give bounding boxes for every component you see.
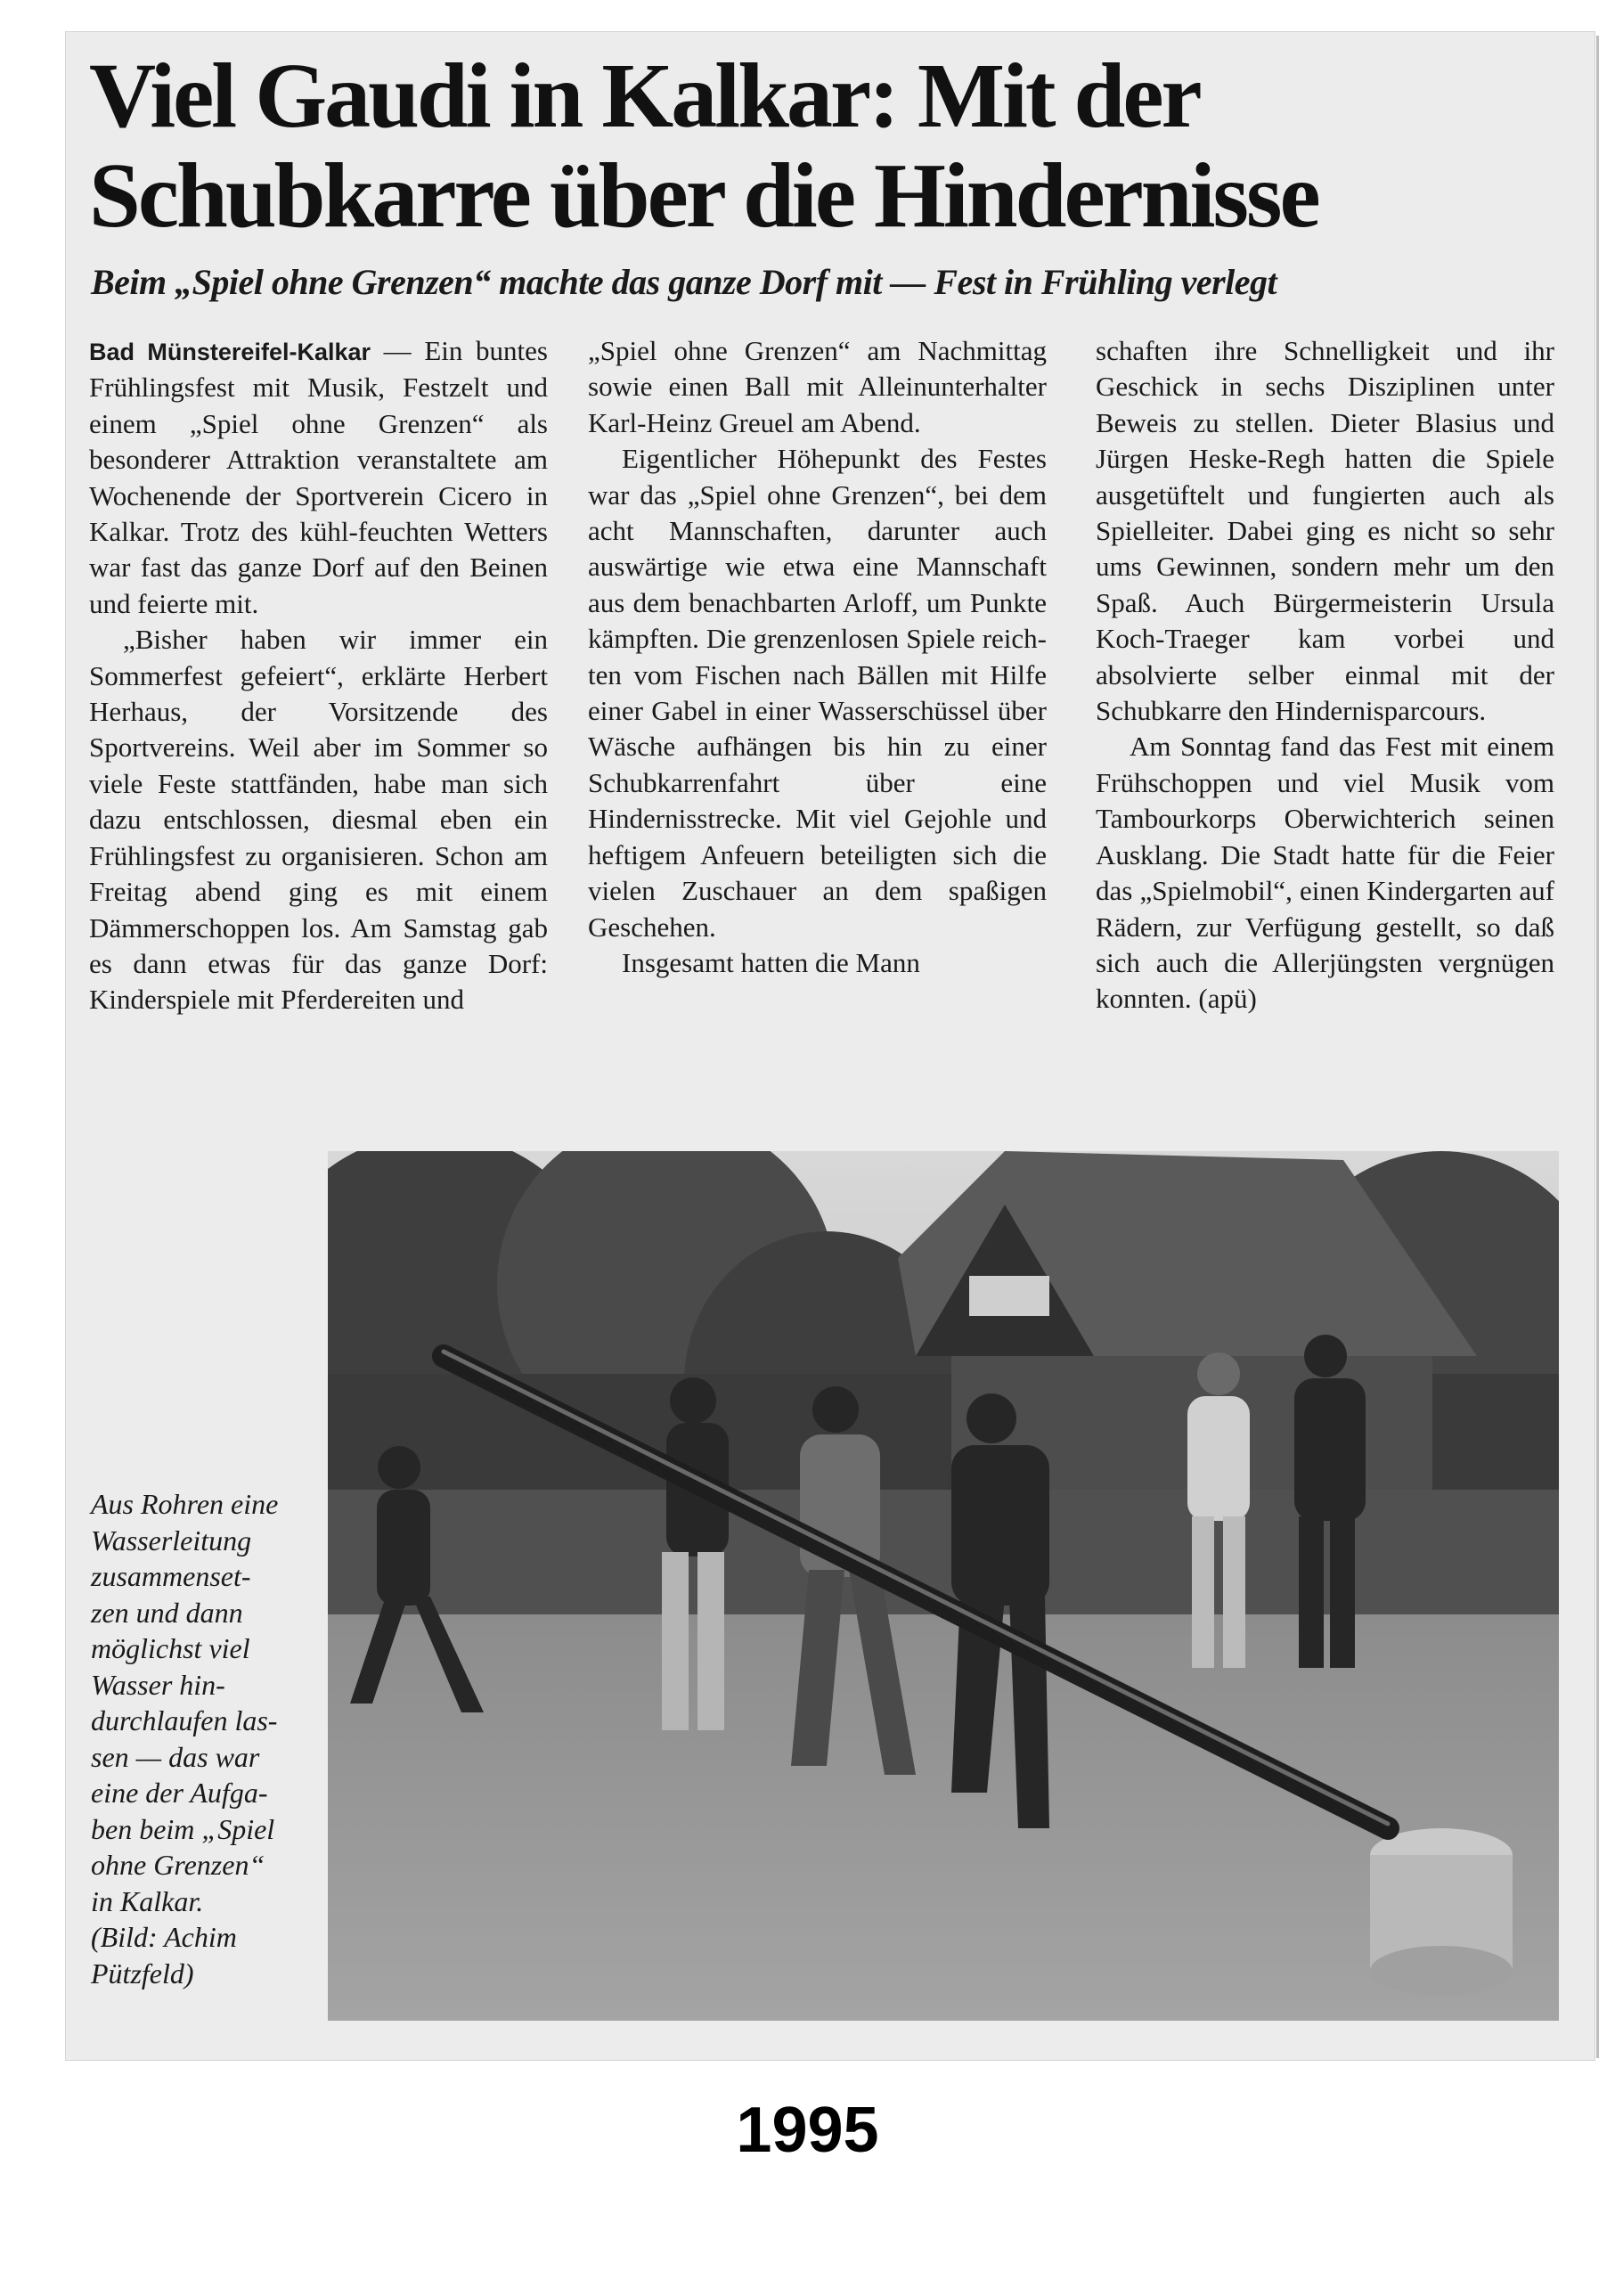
article-paragraph: Am Sonntag fand das Fest mit einem Frühschoppen und viel Musik vom Tambourkorps Oberwichterich seinen Ausklang. Die Stadt hatte für die Feier das „Spielmobil“, einen Kindergarten auf Rädern, zur Verfügung gestellt, so daß sich auch die Allerjüngsten vergnügen konnten. (apü) [1096,731,1554,1015]
newspaper-clipping [66,32,1595,2060]
caption-line: Wasser hin- [91,1668,225,1701]
caption-line: Aus Rohren eine [91,1488,279,1520]
article-paragraph: Eigentlicher Höhepunkt des Festes war das „Spiel ohne Grenzen“, bei dem acht Mannschaften, darunter auch auswärtige wie etwa eine Mannschaft aus dem benachbarten Arloff, um Punkte kämpften. Die grenzenlosen Spiele reichten vom Fischen nach Bällen mit Hilfe einer Gabel in einer Wasserschüssel über Wäsche aufhängen bis hin zu einer Schubkarrenfahrt über eine Hindernisstrecke. Mit viel Gejohle und heftigem Anfeuern beteiligten sich die vielen Zuschauer an dem spaßigen Geschehen. [588,443,1047,943]
caption-line: durchlaufen las- [91,1704,278,1736]
dateline: Bad Münstereifel-Kalkar [89,339,371,365]
photo-caption [91,1486,331,1991]
headline-line-2: Schubkarre über die Hindernisse [89,144,1318,247]
article-column-1 [89,333,548,1018]
caption-line: in Kalkar. [91,1884,204,1917]
caption-line: zen und dann [91,1596,243,1629]
caption-line: ben beim „Spiel [91,1812,275,1845]
caption-line: möglichst viel [91,1632,250,1664]
clipping-edge [1596,36,1599,2058]
article-column-2 [588,333,1047,981]
caption-line: sen — das war [91,1740,260,1773]
headline-line-1: Viel Gaudi in Kalkar: Mit der [89,45,1200,147]
article-paragraph: „Spiel ohne Grenzen“ am Nachmittag sowie einen Ball mit Alleinunterhalter Karl-Heinz Greuel am Abend. [588,335,1047,438]
article-paragraph: „Bisher haben wir immer ein Sommerfest gefeiert“, erklärte Herbert Herhaus, der Vorsitzende des Sportvereins. Weil aber im Sommer so viele Feste stattfänden, habe man sich dazu entschlossen, diesmal eben ein Frühlingsfest zu organisieren. Schon am Freitag abend ging es mit einem Dämmerschoppen los. Am Samstag gab es dann etwas für das ganze Dorf: Kinderspiele mit Pferdereiten und [89,624,548,1016]
photo-illustration [328,1151,1559,2021]
article-paragraph: Insgesamt hatten die Mann [622,946,920,978]
caption-line: Pützfeld) [91,1957,194,1990]
caption-line: (Bild: Achim [91,1921,237,1953]
caption-line: ohne Grenzen“ [91,1849,265,1881]
caption-line: eine der Aufga- [91,1777,268,1809]
caption-line: Wasserleitung [91,1524,252,1557]
article-paragraph [89,333,548,622]
event-photo [328,1151,1559,2021]
subheadline: Beim „Spiel ohne Grenzen“ machte das ganze Dorf mit — Fest in Frühling verlegt [91,262,1277,302]
caption-line: zusammenset- [91,1560,251,1592]
article-column-3 [1096,333,1554,1017]
article-paragraph: schaften ihre Schnelligkeit und ihr Geschick in sechs Disziplinen unter Beweis zu stellen. Dieter Blasius und Jürgen Heske-Regh hatten die Spiele ausgetüftelt und fungierten auch als Spielleiter. Dabei ging es nicht so sehr ums Gewinnen, sondern mehr um den Spaß. Auch Bürgermeisterin Ursula Koch-Traeger kam vorbei und absolvierte selber einmal mit der Schubkarre den Hindernisparcours. [1096,335,1554,727]
year-label: 1995 [736,2095,879,2166]
headline [89,46,1577,246]
lead-text: — Ein buntes Frühlingsfest mit Musik, Festzelt und einem „Spiel ohne Grenzen“ als besonderer Attraktion veranstaltete am Wochenende der Sportverein Cicero in Kalkar. Trotz des kühl-feuchten Wetters war fast das ganze Dorf auf den Beinen und feierte mit. [89,335,548,619]
